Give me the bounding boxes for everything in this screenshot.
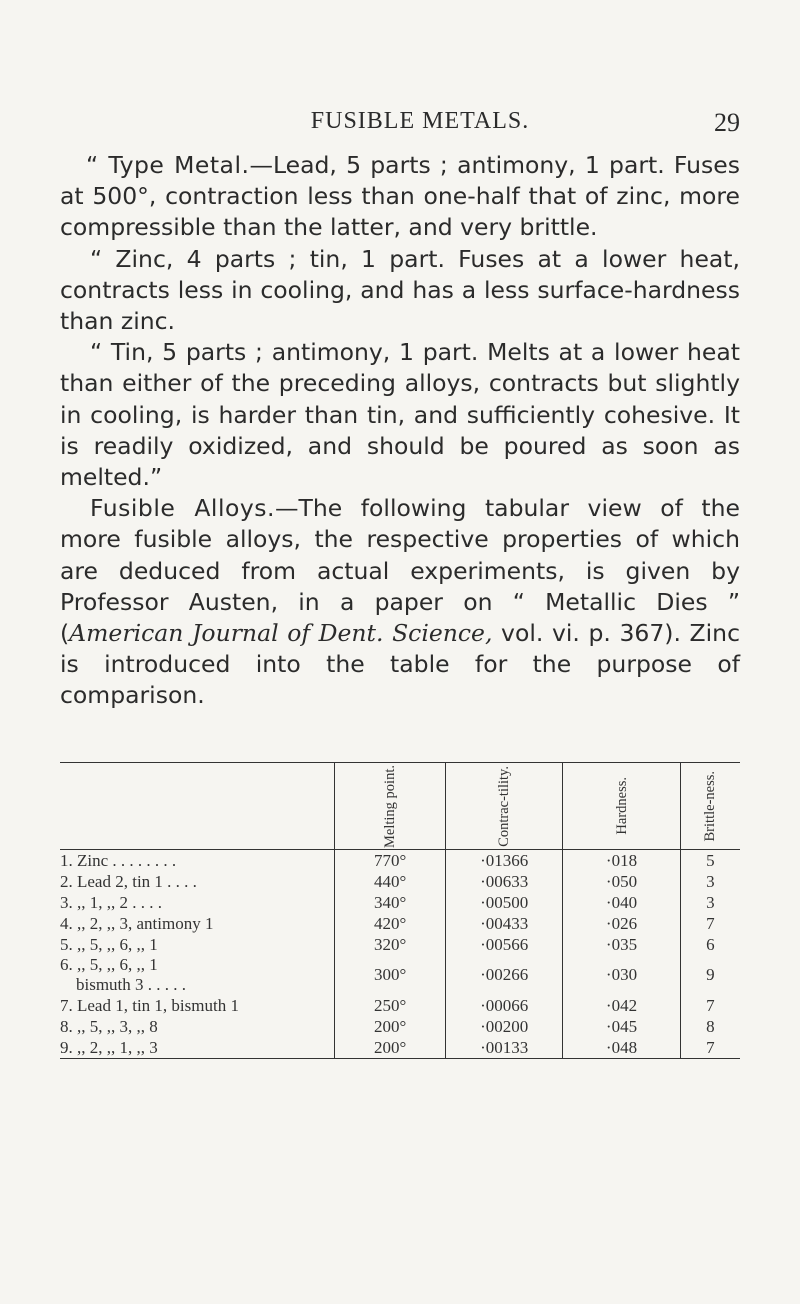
- alloy-label: 2. Lead 2, tin 1 . . . .: [60, 871, 197, 891]
- running-head: FUSIBLE METALS.: [310, 108, 530, 134]
- contractility-cell: ·00066: [446, 995, 563, 1016]
- melting-point-cell: 770°: [335, 850, 446, 872]
- hardness-cell: ·018: [563, 850, 680, 872]
- paragraph-text: “ Tin, 5 parts ; antimony, 1 part. Melts at a lower heat than either of the preceding alloys, contracts but slightly in cooling, is harder than tin, and sufficiently cohesive. It is readily oxidized, and should be poured as soon as melted.”: [60, 338, 740, 492]
- contractility-cell: ·00566: [446, 934, 563, 955]
- table-row: [60, 892, 740, 913]
- brittleness-cell: 7: [680, 913, 740, 934]
- paragraph-zinc-tin: [60, 244, 740, 338]
- melting-point-cell: 440°: [335, 871, 446, 892]
- alloy-label: 7. Lead 1, tin 1, bismuth 1: [60, 995, 239, 1015]
- hardness-cell: ·026: [563, 913, 680, 934]
- page-header: [100, 108, 740, 142]
- hardness-cell: ·042: [563, 995, 680, 1016]
- paragraph-text: —The following tabular view of the more fusible alloys, the respective properties of which are deduced from actual experiments, is given by Professor Austen, in a paper on “ Metallic Dies ” (: [60, 494, 740, 648]
- alloy-label-line-2: bismuth 3 . . . . .: [76, 975, 187, 994]
- brittleness-cell: 6: [680, 934, 740, 955]
- hardness-cell: ·035: [563, 934, 680, 955]
- alloy-label: 8. ,, 5, ,, 3, ,, 8: [60, 1016, 158, 1036]
- hardness-cell: ·040: [563, 892, 680, 913]
- melting-point-cell: 320°: [335, 934, 446, 955]
- table-row: [60, 850, 740, 872]
- contractility-cell: ·00200: [446, 1016, 563, 1037]
- contractility-cell: ·00633: [446, 871, 563, 892]
- alloy-label: [60, 955, 335, 995]
- paragraph-tin-antimony: [60, 337, 740, 493]
- brittleness-cell: 3: [680, 892, 740, 913]
- melting-point-cell: 340°: [335, 892, 446, 913]
- brittleness-cell: 7: [680, 1037, 740, 1059]
- alloy-label: 1. Zinc . . . . . . . .: [60, 850, 177, 870]
- brittleness-cell: 7: [680, 995, 740, 1016]
- contractility-cell: ·00266: [446, 955, 563, 995]
- header-brittleness: Brittle-ness.: [680, 763, 740, 850]
- alloy-label-line-1: 6. ,, 5, ,, 6, ,, 1: [60, 955, 158, 974]
- hardness-cell: ·048: [563, 1037, 680, 1059]
- paragraph-type-metal: [60, 150, 740, 244]
- brittleness-cell: 3: [680, 871, 740, 892]
- header-contractility: Contrac-tility.: [446, 763, 563, 850]
- journal-title: American Journal of Dent. Science,: [69, 619, 493, 648]
- header-hardness: Hardness.: [563, 763, 680, 850]
- table-row: [60, 1016, 740, 1037]
- alloy-label: 4. ,, 2, ,, 3, antimony 1: [60, 913, 214, 933]
- contractility-cell: ·01366: [446, 850, 563, 872]
- table-row: [60, 913, 740, 934]
- brittleness-cell: 9: [680, 955, 740, 995]
- alloy-label: 5. ,, 5, ,, 6, ,, 1: [60, 934, 158, 954]
- header-blank: [60, 763, 335, 850]
- paragraph-text: “ Zinc, 4 parts ; tin, 1 part. Fuses at a lower heat, contracts less in cooling, and has a less surface-hardness than zinc.: [60, 244, 740, 336]
- contractility-cell: ·00433: [446, 913, 563, 934]
- contractility-cell: ·00133: [446, 1037, 563, 1059]
- table-row: [60, 1037, 740, 1059]
- paragraph-fusible-alloys: [60, 493, 740, 711]
- melting-point-cell: 300°: [335, 955, 446, 995]
- melting-point-cell: 250°: [335, 995, 446, 1016]
- table-row: [60, 934, 740, 955]
- paragraph-text: vol. vi. p. 367). Zinc is introduced into the table for the purpose of comparison.: [60, 619, 740, 710]
- page-number: 29: [714, 108, 740, 137]
- body-text: [60, 150, 740, 712]
- table-header-row: [60, 763, 740, 850]
- paragraph-lead: “ Type Metal.: [86, 151, 250, 179]
- melting-point-cell: 200°: [335, 1037, 446, 1059]
- alloys-table: [60, 762, 740, 1059]
- table-row: [60, 871, 740, 892]
- alloy-label: 3. ,, 1, ,, 2 . . . .: [60, 892, 162, 912]
- brittleness-cell: 5: [680, 850, 740, 872]
- paragraph-lead: Fusible Alloys.: [90, 494, 275, 523]
- hardness-cell: ·050: [563, 871, 680, 892]
- paragraph-text: —Lead, 5 parts ; antimony, 1 part. Fuses at 500°, contraction less than one-half that of zinc, more compressible than the latter, and very brittle.: [60, 151, 740, 242]
- table-row: [60, 995, 740, 1016]
- brittleness-cell: 8: [680, 1016, 740, 1037]
- header-melting-point: Melting point.: [335, 763, 446, 850]
- melting-point-cell: 200°: [335, 1016, 446, 1037]
- contractility-cell: ·00500: [446, 892, 563, 913]
- hardness-cell: ·045: [563, 1016, 680, 1037]
- hardness-cell: ·030: [563, 955, 680, 995]
- table-row: [60, 955, 740, 995]
- alloy-label: 9. ,, 2, ,, 1, ,, 3: [60, 1037, 335, 1059]
- melting-point-cell: 420°: [335, 913, 446, 934]
